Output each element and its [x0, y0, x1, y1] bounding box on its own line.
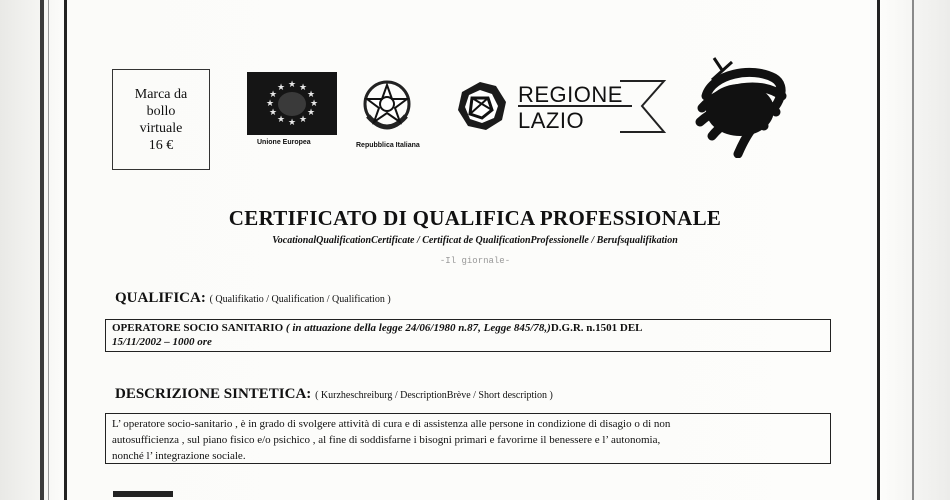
- eu-flag-icon: [247, 72, 337, 135]
- svg-text:★: ★: [265, 99, 275, 109]
- qualifica-value-rest: D.G.R. n.1501 DEL: [550, 322, 643, 334]
- descrizione-translations: ( Kurzheschreiburg / DescriptionBrève / Short description ): [315, 390, 553, 401]
- next-section-fragment: [113, 491, 173, 497]
- italy-caption: Repubblica Italiana: [356, 142, 420, 149]
- qualifica-value-italic: ( in attuazione della legge 24/06/1980 n.87, Legge 845/78,): [285, 322, 551, 334]
- certificate-title: CERTIFICATO DI QUALIFICA PROFESSIONALE: [228, 206, 722, 230]
- page-edge-right: [912, 0, 914, 500]
- qualifica-value-line1: [112, 321, 824, 335]
- svg-text:★: ★: [287, 80, 297, 90]
- italian-republic-emblem: [356, 72, 436, 152]
- svg-text:★: ★: [287, 118, 297, 128]
- svg-text:★: ★: [306, 108, 316, 118]
- svg-text:★: ★: [276, 83, 286, 93]
- svg-text:★: ★: [298, 83, 308, 93]
- svg-text:★: ★: [298, 115, 308, 125]
- page-edge-left-shadow: [48, 0, 49, 500]
- stamp-line: Marca da: [134, 86, 188, 102]
- descrizione-line: autosufficienza , sul piano fisico e/o psichico , al fine di soddisfarne i bisogni primari e favorirne il benessere e l’ autonomia,: [112, 434, 661, 446]
- descrizione-line: nonché l’ integrazione sociale.: [112, 450, 246, 462]
- qualifica-value-box: [105, 319, 831, 352]
- svg-text:★: ★: [268, 90, 278, 100]
- descrizione-label: DESCRIZIONE SINTETICA:: [115, 386, 312, 402]
- eu-logo: [245, 72, 340, 152]
- svg-text:★: ★: [306, 90, 316, 100]
- stamp-line: bollo: [146, 103, 176, 119]
- certificate-border-right: [877, 0, 880, 500]
- certificate-subtitle: VocationalQualificationCertificate / Certificat de QualificationProfessionelle / Berufsqualifikation: [272, 235, 678, 246]
- eu-caption: Unione Europea: [257, 139, 311, 146]
- watermark-text: -Il giornale-: [439, 256, 511, 266]
- svg-text:★: ★: [309, 99, 319, 109]
- lazio-wordmark-line1: REGIONE: [518, 82, 623, 107]
- descrizione-value-box: [105, 413, 831, 464]
- qualifica-label-row: [115, 290, 391, 307]
- star-emblem-icon: [356, 72, 436, 140]
- redacted-signature-scribble: [692, 56, 792, 158]
- svg-text:★: ★: [268, 108, 278, 118]
- stamp-line: 16 €: [148, 137, 174, 153]
- regione-lazio-logo: [452, 76, 672, 140]
- qualifica-label: QUALIFICA:: [115, 290, 206, 306]
- revenue-stamp-box: [112, 69, 210, 170]
- qualifica-value-main: OPERATORE SOCIO SANITARIO: [112, 322, 284, 334]
- certificate-border-left: [64, 0, 67, 500]
- stamp-line: virtuale: [139, 120, 183, 136]
- qualifica-translations: ( Qualifikatio / Qualification / Qualification ): [209, 294, 391, 305]
- lazio-wordmark-line2: LAZIO: [518, 108, 585, 133]
- page-edge-left: [40, 0, 44, 500]
- descrizione-line: L’ operatore socio-sanitario , è in grado di svolgere attività di cura e di assistenza alle persone in condizione di disagio o di non: [112, 418, 671, 430]
- qualifica-value-line2: 15/11/2002 – 1000 ore: [112, 336, 212, 348]
- descrizione-label-row: [115, 386, 553, 403]
- svg-text:★: ★: [276, 115, 286, 125]
